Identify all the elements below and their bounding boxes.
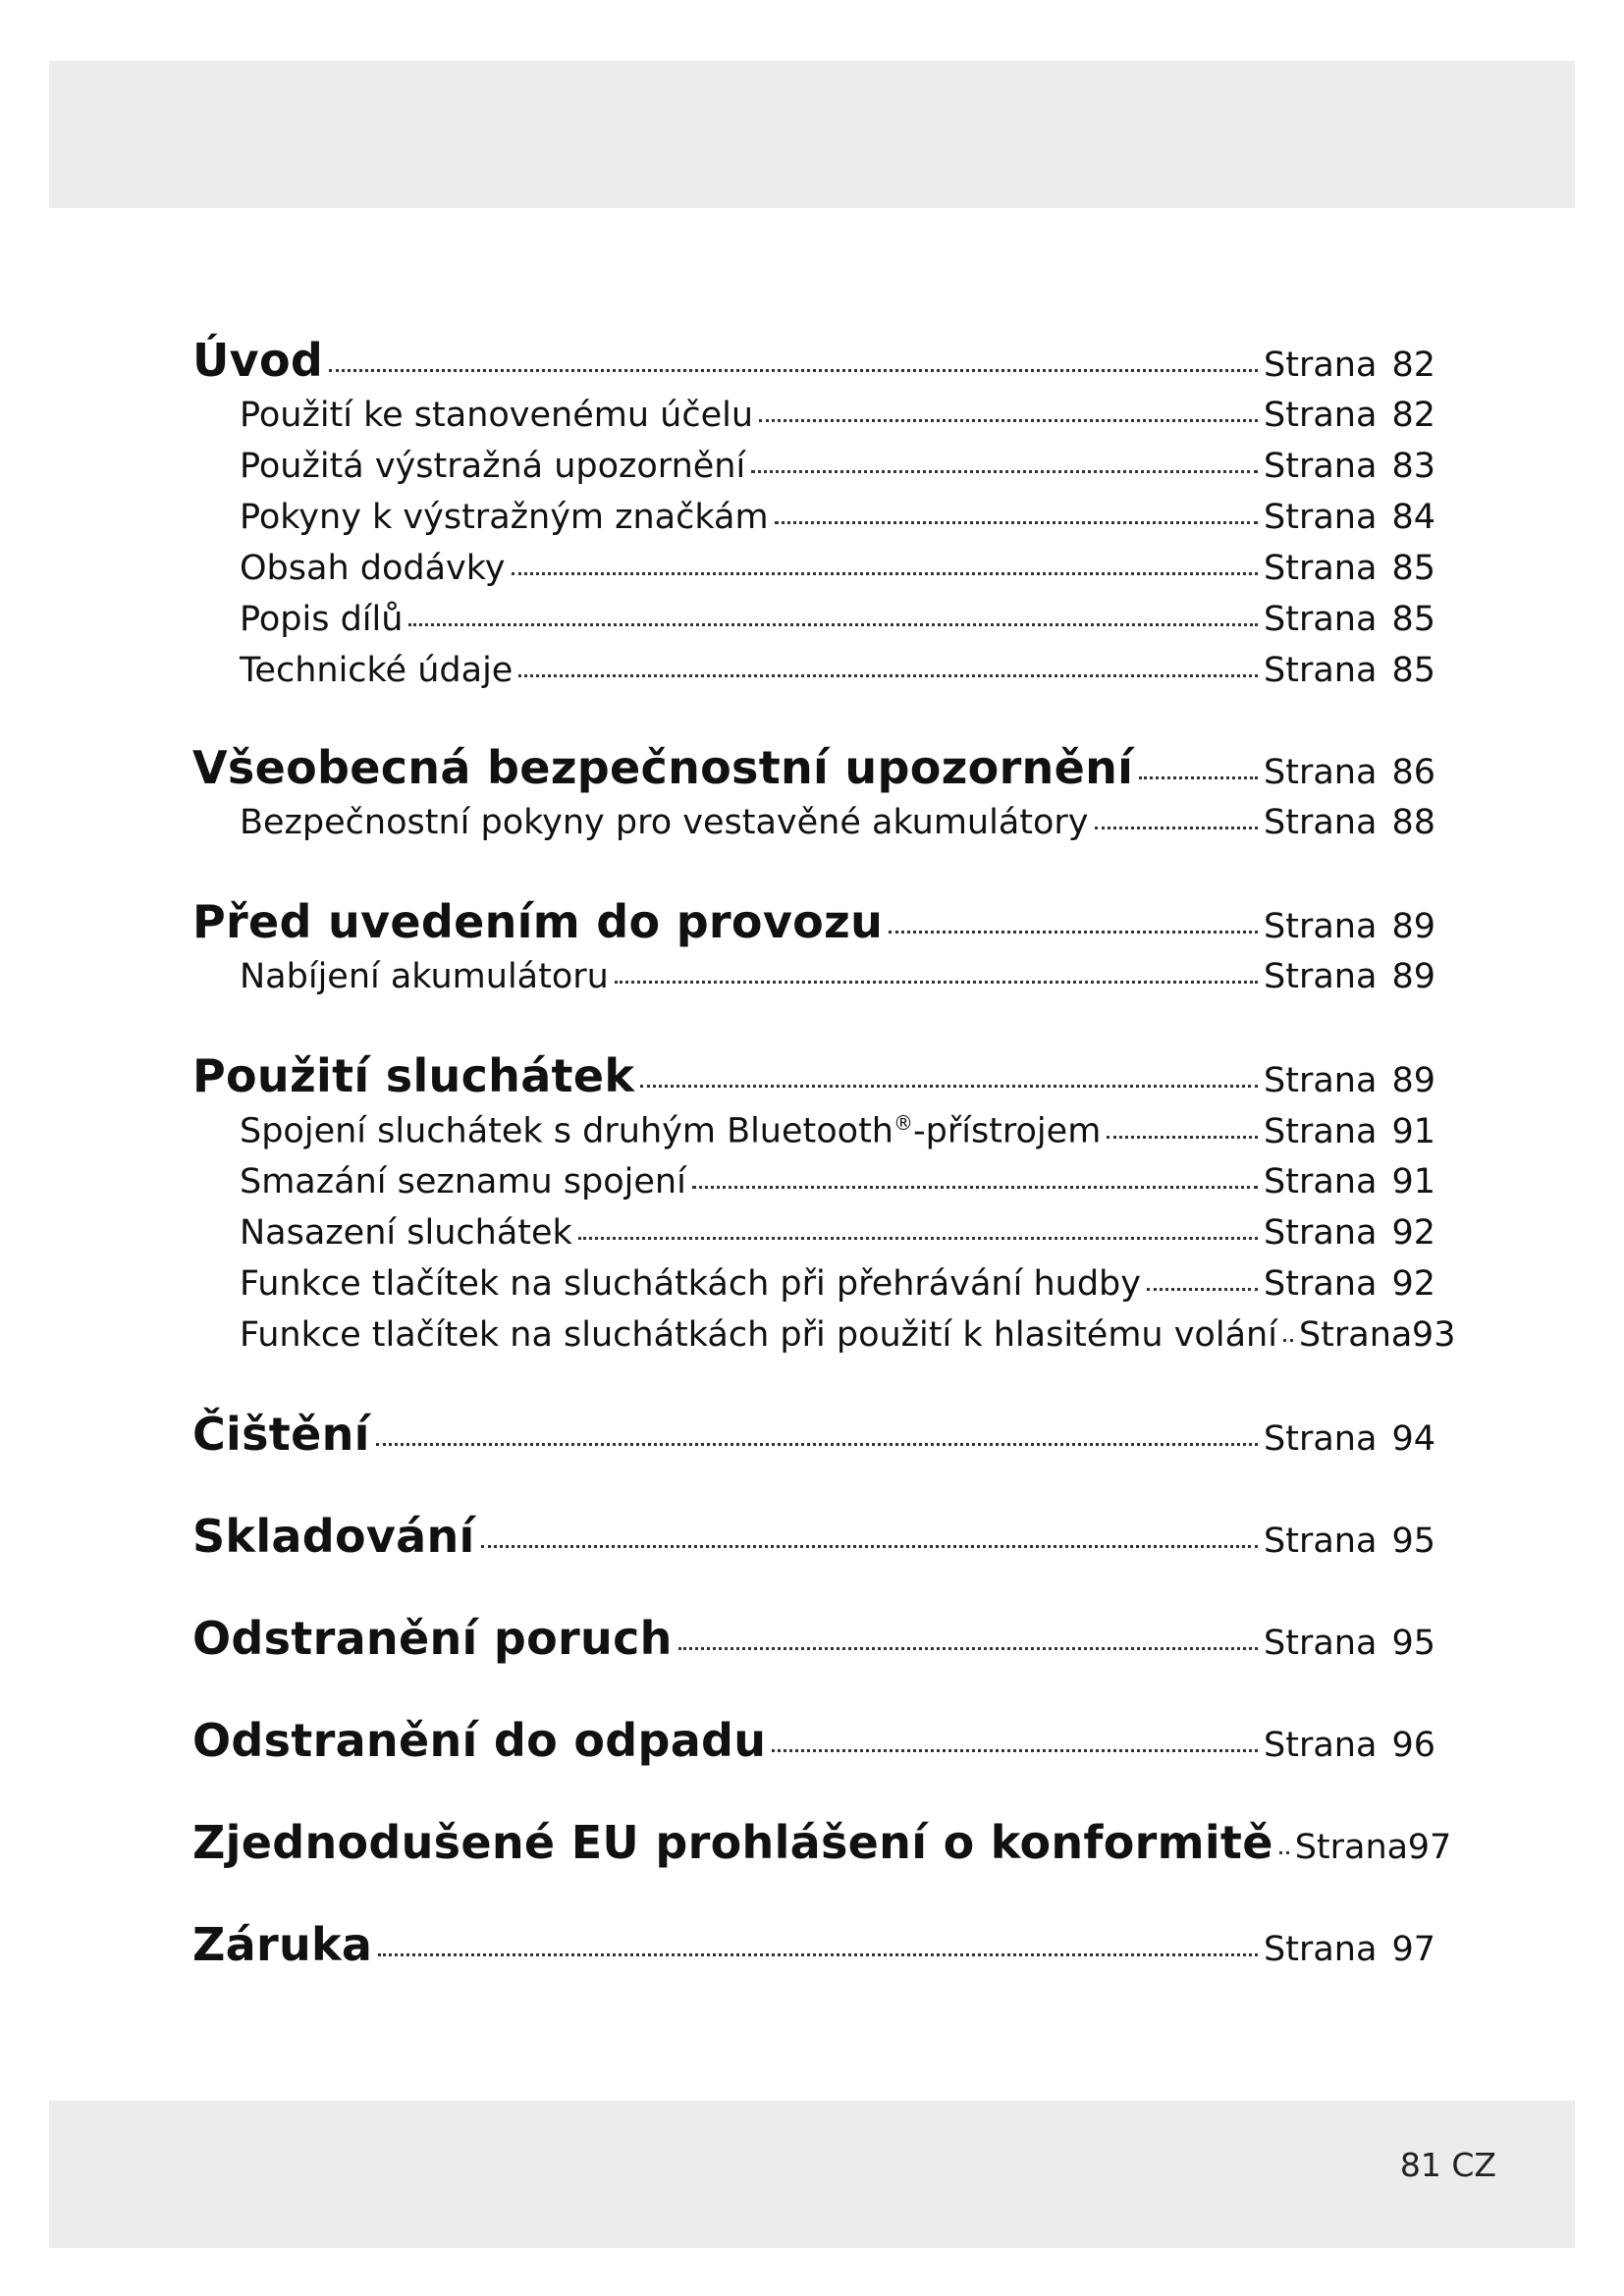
- toc-subentry[interactable]: [240, 549, 1435, 588]
- page-word: Strana: [1264, 1162, 1378, 1201]
- toc-subtitle: Nasazení sluchátek: [240, 1213, 572, 1253]
- dot-leader: [578, 1237, 1258, 1240]
- page-number: 84: [1391, 498, 1435, 537]
- page-word: Strana: [1264, 396, 1378, 435]
- page-word: Strana: [1264, 549, 1378, 588]
- page-word: Strana: [1264, 447, 1378, 486]
- page-word: Strana: [1264, 753, 1378, 792]
- dot-leader: [1283, 1339, 1293, 1342]
- toc-entry-odpad[interactable]: [192, 1714, 1435, 1767]
- page-number: 82: [1391, 396, 1435, 435]
- toc-entry-provoz[interactable]: [192, 895, 1435, 948]
- page-number: 92: [1391, 1264, 1435, 1304]
- dot-leader: [678, 1647, 1258, 1650]
- page-word: Strana: [1264, 907, 1378, 946]
- page-word: Strana: [1264, 1930, 1378, 1969]
- page-word: Strana: [1264, 1624, 1378, 1663]
- page-word: Strana: [1264, 1419, 1378, 1459]
- toc-subentry[interactable]: [240, 600, 1435, 639]
- page-number: 94: [1391, 1419, 1435, 1459]
- dot-leader: [512, 572, 1259, 575]
- page-number: 95: [1391, 1624, 1435, 1663]
- dot-leader: [1139, 776, 1258, 779]
- page-word: Strana: [1264, 1111, 1378, 1151]
- toc-title: Použití sluchátek: [192, 1049, 635, 1102]
- toc-subtitle: Nabíjení akumulátoru: [240, 957, 609, 996]
- toc-subtitle: Smazání seznamu spojení: [240, 1162, 686, 1201]
- page-word: Strana: [1264, 803, 1378, 842]
- toc-subtitle: Použití ke stanovenému účelu: [240, 396, 754, 435]
- page-word: Strana: [1264, 346, 1378, 385]
- page-word: Strana: [1264, 1213, 1378, 1253]
- dot-leader: [759, 419, 1258, 422]
- page-number: 91: [1391, 1111, 1435, 1151]
- page-word: Strana: [1264, 651, 1378, 690]
- toc-title: Odstranění poruch: [192, 1612, 673, 1665]
- page-word: Strana: [1264, 957, 1378, 996]
- toc-entry-uvod[interactable]: [192, 334, 1435, 387]
- toc-subentry[interactable]: [240, 498, 1435, 537]
- page-number: 86: [1391, 753, 1435, 792]
- toc-subentry[interactable]: [240, 1213, 1435, 1253]
- toc-entry-skladovani[interactable]: [192, 1510, 1435, 1563]
- page-number: 83: [1391, 447, 1435, 486]
- page-number: 93: [1411, 1315, 1456, 1355]
- toc-subentry[interactable]: [240, 651, 1435, 690]
- page-number: 89: [1391, 907, 1435, 946]
- toc-title: Záruka: [192, 1918, 373, 1971]
- toc-entry-pouziti[interactable]: [192, 1049, 1435, 1102]
- page-word: Strana: [1264, 1726, 1378, 1765]
- dot-leader: [640, 1085, 1258, 1088]
- subtitle-text: -přístrojem: [912, 1111, 1102, 1151]
- toc-subentry[interactable]: [240, 447, 1435, 486]
- toc-title: Skladování: [192, 1510, 475, 1563]
- toc-entry-konformita[interactable]: [192, 1816, 1452, 1869]
- toc-subtitle: Funkce tlačítek na sluchátkách při použití k hlasitému volání: [240, 1315, 1277, 1355]
- dot-leader: [1107, 1136, 1258, 1139]
- dot-leader: [518, 674, 1258, 677]
- dot-leader: [376, 1443, 1258, 1446]
- toc-subentry[interactable]: [240, 1111, 1435, 1151]
- dot-leader: [615, 981, 1258, 984]
- toc-title: Čištění: [192, 1408, 370, 1461]
- toc-subtitle: [240, 1111, 1101, 1151]
- page-number: 82: [1391, 346, 1435, 385]
- toc-subentry[interactable]: [240, 1162, 1435, 1201]
- toc-subentry[interactable]: [240, 1315, 1456, 1355]
- page-number: 97: [1407, 1828, 1452, 1867]
- page-label: 81 CZ: [1399, 2146, 1496, 2184]
- dot-leader: [692, 1186, 1258, 1189]
- dot-leader: [772, 1749, 1258, 1752]
- toc-subentry[interactable]: [240, 803, 1435, 842]
- toc-subentry[interactable]: [240, 1264, 1435, 1304]
- toc-title: Úvod: [192, 334, 324, 387]
- toc-subtitle: Pokyny k výstražným značkám: [240, 498, 769, 537]
- toc-subentry[interactable]: [240, 957, 1435, 996]
- page-word: Strana: [1264, 1522, 1378, 1561]
- toc-subtitle: Obsah dodávky: [240, 549, 506, 588]
- toc-subtitle: Funkce tlačítek na sluchátkách při přehrávání hudby: [240, 1264, 1141, 1304]
- page-word: Strana: [1294, 1828, 1409, 1867]
- page-word: Strana: [1264, 600, 1378, 639]
- page-number: 92: [1391, 1213, 1435, 1253]
- page-number: 91: [1391, 1162, 1435, 1201]
- page-number: 89: [1391, 957, 1435, 996]
- page-word: Strana: [1264, 1264, 1378, 1304]
- toc-subtitle: Bezpečnostní pokyny pro vestavěné akumulátory: [240, 803, 1089, 842]
- page-number: 85: [1391, 651, 1435, 690]
- subtitle-text: Spojení sluchátek s druhým Bluetooth: [240, 1111, 893, 1151]
- toc-entry-poruchy[interactable]: [192, 1612, 1435, 1665]
- page-number: 85: [1391, 600, 1435, 639]
- toc-subtitle: Popis dílů: [240, 600, 404, 639]
- toc-title: Všeobecná bezpečnostní upozornění: [192, 741, 1134, 794]
- dot-leader: [378, 1953, 1258, 1956]
- page-word: Strana: [1264, 498, 1378, 537]
- dot-leader: [329, 369, 1258, 372]
- dot-leader: [1147, 1288, 1258, 1291]
- toc-title: Zjednodušené EU prohlášení o konformitě: [192, 1816, 1273, 1869]
- page-word: Strana: [1298, 1315, 1413, 1355]
- page-number: 97: [1391, 1930, 1435, 1969]
- page-word: Strana: [1264, 1061, 1378, 1100]
- header-band: [49, 61, 1575, 208]
- footer-band: [49, 2101, 1575, 2248]
- page-number: 85: [1391, 549, 1435, 588]
- page-number: 96: [1391, 1726, 1435, 1765]
- toc-title: Před uvedením do provozu: [192, 895, 884, 948]
- page-number: 88: [1391, 803, 1435, 842]
- dot-leader: [408, 623, 1258, 626]
- registered-mark: ®: [893, 1111, 913, 1135]
- page-number: 95: [1391, 1522, 1435, 1561]
- page-number: 89: [1391, 1061, 1435, 1100]
- dot-leader: [751, 470, 1258, 473]
- toc-subtitle: Technické údaje: [240, 651, 514, 690]
- dot-leader: [1279, 1851, 1289, 1854]
- dot-leader: [1095, 827, 1258, 829]
- dot-leader: [481, 1545, 1258, 1548]
- toc-subtitle: Použitá výstražná upozornění: [240, 447, 746, 486]
- toc-entry-bezpecnost[interactable]: [192, 741, 1435, 794]
- dot-leader: [889, 931, 1258, 934]
- toc-subentry[interactable]: [240, 396, 1435, 435]
- toc-entry-cisteni[interactable]: [192, 1408, 1435, 1461]
- toc-title: Odstranění do odpadu: [192, 1714, 767, 1767]
- dot-leader: [775, 521, 1258, 524]
- toc-entry-zaruka[interactable]: [192, 1918, 1435, 1971]
